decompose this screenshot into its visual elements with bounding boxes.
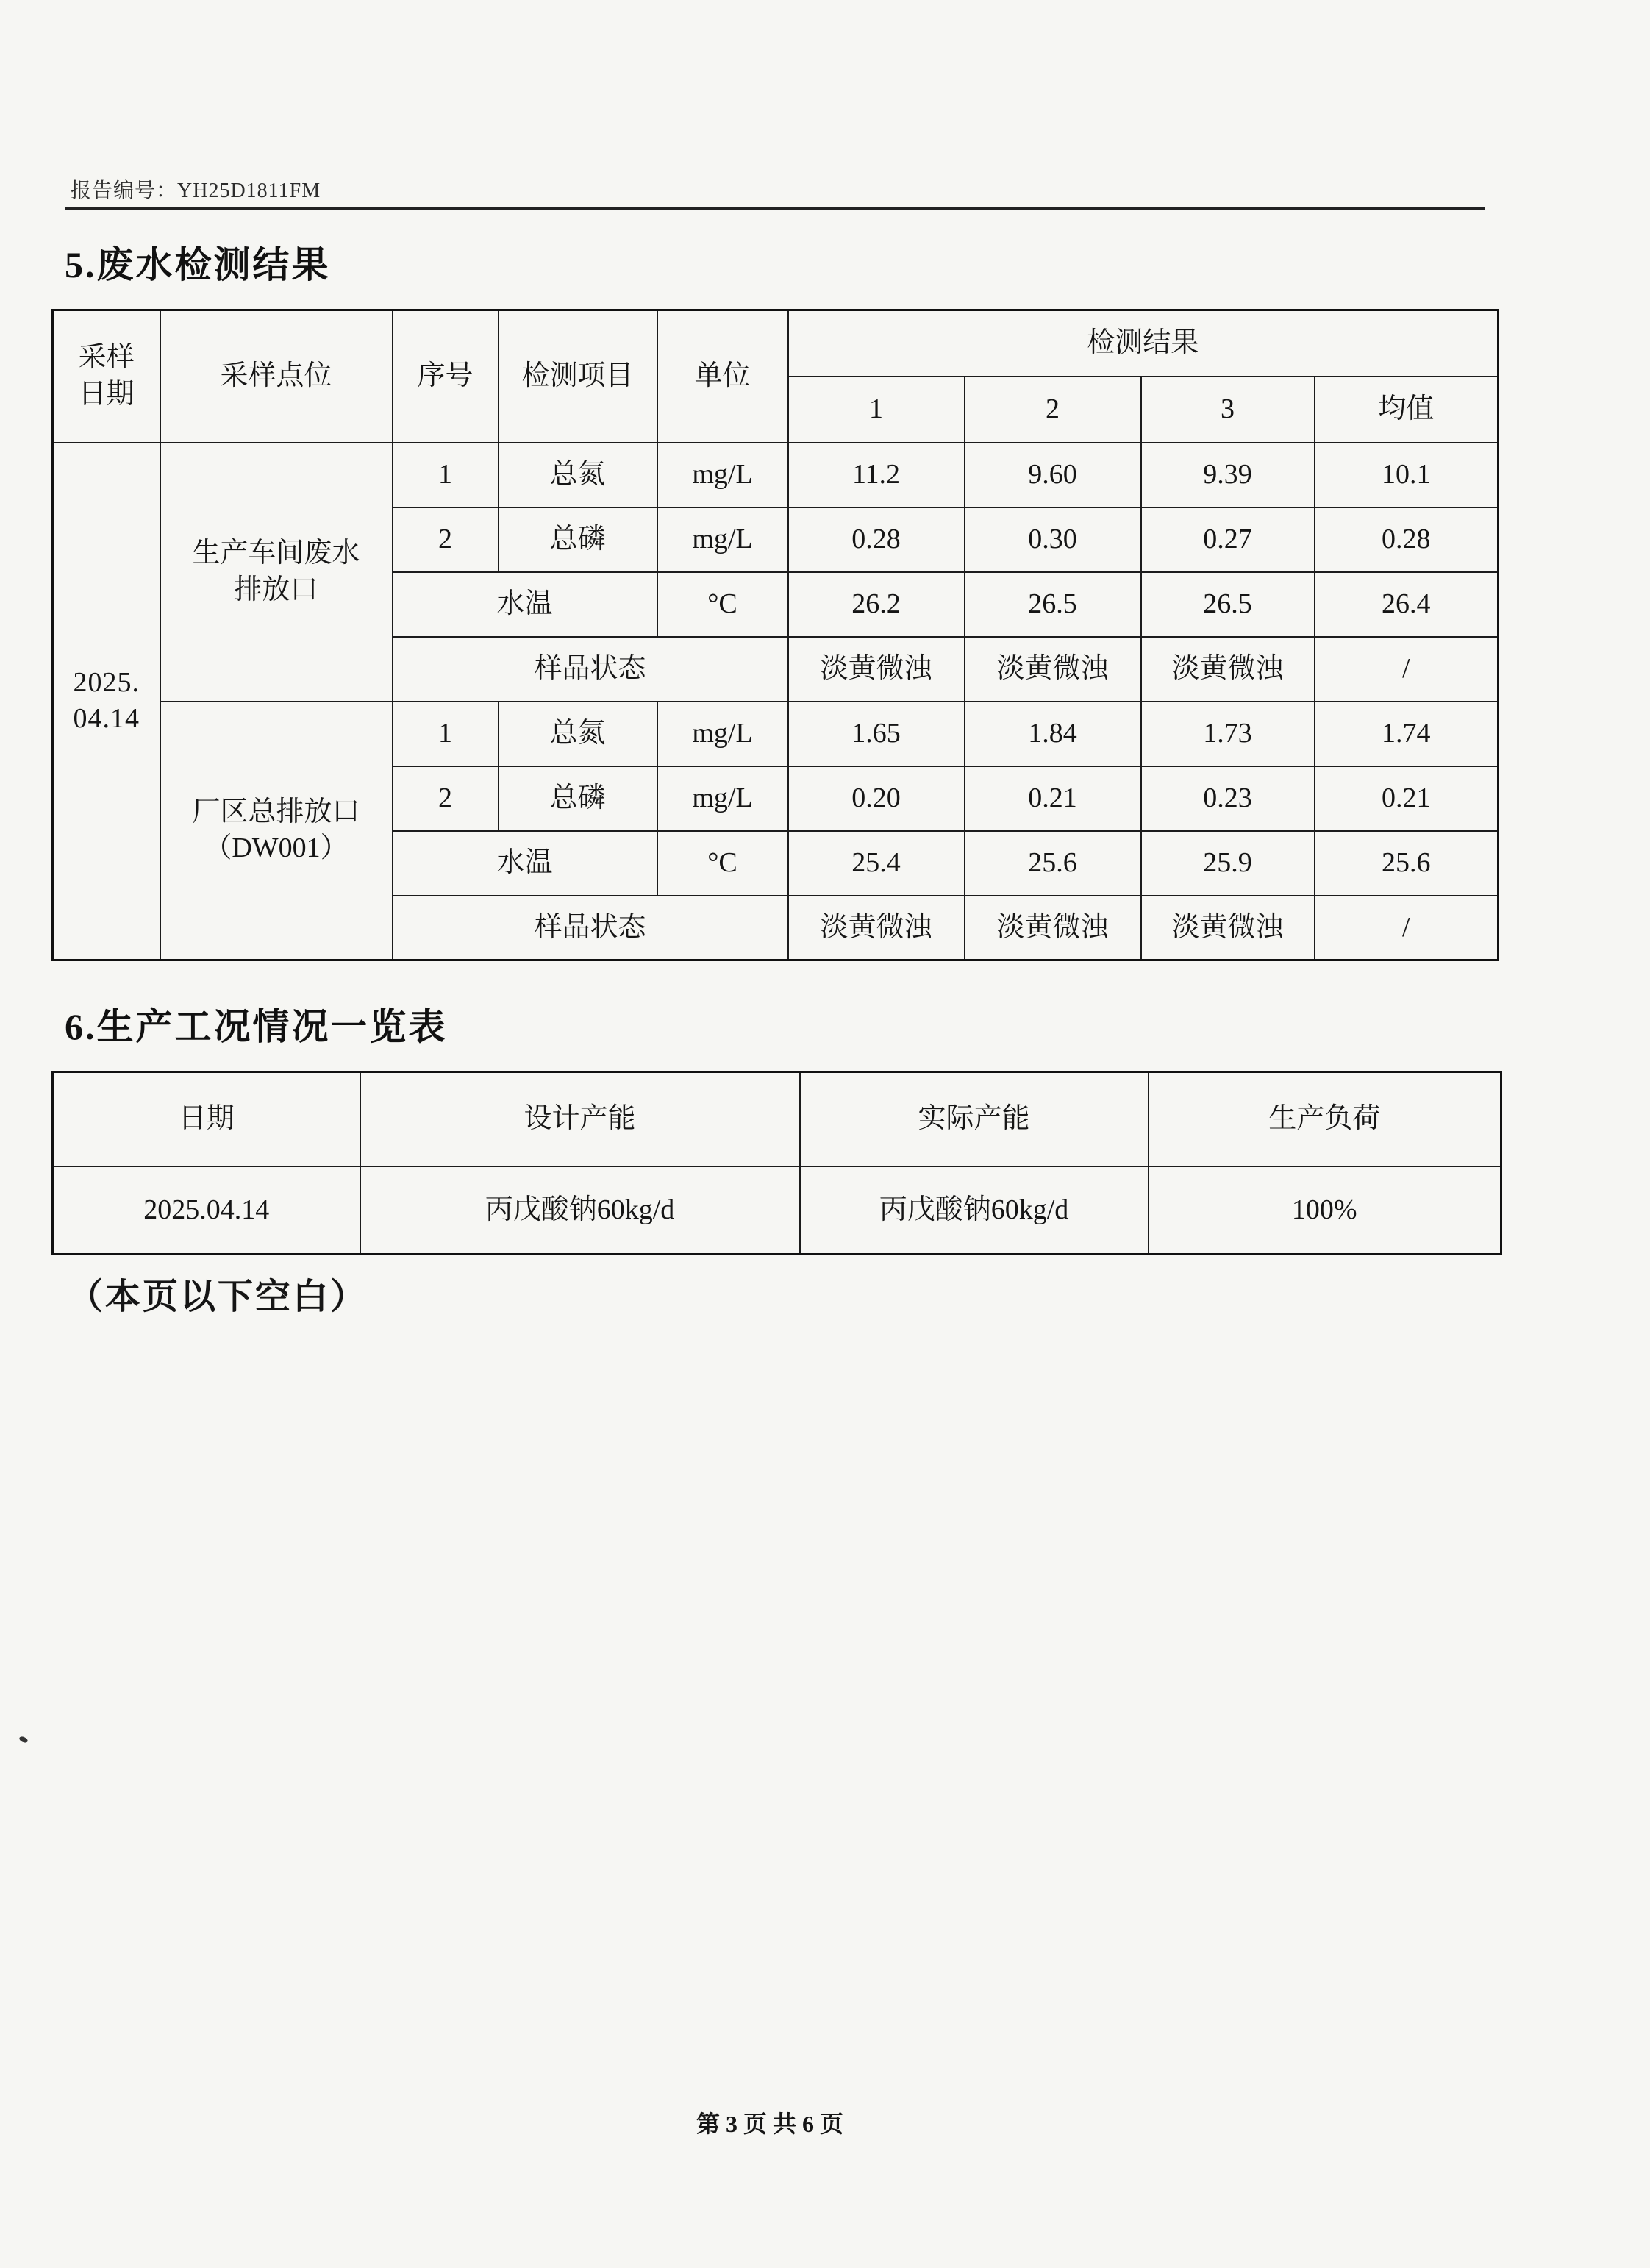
header-unit: 单位 — [657, 310, 788, 443]
value-cell: 0.21 — [965, 766, 1141, 831]
value-cell: 0.28 — [788, 507, 965, 572]
value-cell: 淡黄微浊 — [1141, 637, 1315, 702]
seq-cell: 2 — [393, 766, 499, 831]
item-cell: 总磷 — [499, 507, 657, 572]
sampling-point-cell — [160, 443, 393, 702]
seq-cell: 1 — [393, 702, 499, 766]
header-sampling-date — [53, 310, 160, 443]
average-cell: 10.1 — [1315, 443, 1499, 507]
sampling-point-line2: 排放口 — [234, 574, 318, 605]
header-results: 检测结果 — [788, 310, 1499, 377]
header-production-load: 生产负荷 — [1149, 1072, 1501, 1166]
value-cell: 25.9 — [1141, 831, 1315, 896]
header-sampling-date-line1: 采样 — [78, 342, 135, 374]
value-cell: 0.30 — [965, 507, 1141, 572]
seq-cell: 1 — [393, 443, 499, 507]
header-sampling-date-line2: 日期 — [78, 378, 135, 410]
date-cell: 2025.04.14 — [53, 1166, 360, 1255]
sample-state-label: 样品状态 — [393, 637, 788, 702]
value-cell: 26.5 — [1141, 572, 1315, 637]
sampling-date-cell — [53, 443, 160, 960]
header-result-average: 均值 — [1315, 377, 1499, 443]
water-temp-label: 水温 — [393, 572, 657, 637]
value-cell: 淡黄微浊 — [788, 637, 965, 702]
value-cell: 0.23 — [1141, 766, 1315, 831]
header-actual-capacity: 实际产能 — [800, 1072, 1149, 1166]
average-cell: 26.4 — [1315, 572, 1499, 637]
value-cell: 11.2 — [788, 443, 965, 507]
value-cell: 淡黄微浊 — [965, 896, 1141, 960]
value-cell: 0.20 — [788, 766, 965, 831]
wastewater-results-table — [51, 309, 1499, 961]
sampling-date-line2: 04.14 — [73, 703, 140, 735]
header-seq: 序号 — [393, 310, 499, 443]
sampling-point-line2: （DW001） — [204, 832, 349, 864]
value-cell: 25.4 — [788, 831, 965, 896]
value-cell: 9.60 — [965, 443, 1141, 507]
table-row — [53, 1166, 1501, 1255]
actual-capacity-cell: 丙戊酸钠60kg/d — [800, 1166, 1149, 1255]
value-cell: 26.2 — [788, 572, 965, 637]
value-cell: 25.6 — [965, 831, 1141, 896]
sampling-point-line1: 厂区总排放口 — [192, 796, 360, 827]
header-result-1: 1 — [788, 377, 965, 443]
value-cell: 9.39 — [1141, 443, 1315, 507]
sampling-date-line1: 2025. — [73, 666, 140, 698]
section-6-title: 6.生产工况情况一览表 — [65, 1006, 448, 1047]
value-cell: 淡黄微浊 — [788, 896, 965, 960]
table-row — [53, 443, 1499, 507]
value-cell: 0.27 — [1141, 507, 1315, 572]
sampling-point-line1: 生产车间废水 — [192, 538, 360, 569]
header-result-2: 2 — [965, 377, 1141, 443]
unit-cell: mg/L — [657, 443, 788, 507]
value-cell: 26.5 — [965, 572, 1141, 637]
header-design-capacity: 设计产能 — [360, 1072, 800, 1166]
scan-speck — [18, 1736, 29, 1744]
header-sampling-point: 采样点位 — [160, 310, 393, 443]
section-5-title: 5.废水检测结果 — [65, 244, 331, 285]
production-load-cell: 100% — [1149, 1166, 1501, 1255]
unit-cell: °C — [657, 831, 788, 896]
unit-cell: mg/L — [657, 702, 788, 766]
header-rule — [65, 207, 1485, 210]
report-number: 报告编号：YH25D1811FM — [71, 179, 321, 202]
item-cell: 总氮 — [499, 702, 657, 766]
item-cell: 总磷 — [499, 766, 657, 831]
average-cell: / — [1315, 896, 1499, 960]
sampling-point-cell — [160, 702, 393, 960]
seq-cell: 2 — [393, 507, 499, 572]
table-header-row — [53, 1072, 1501, 1166]
average-cell: / — [1315, 637, 1499, 702]
value-cell: 1.73 — [1141, 702, 1315, 766]
item-cell: 总氮 — [499, 443, 657, 507]
sample-state-label: 样品状态 — [393, 896, 788, 960]
average-cell: 0.28 — [1315, 507, 1499, 572]
table-row — [53, 702, 1499, 766]
page-footer: 第 3 页 共 6 页 — [696, 2111, 843, 2137]
table-header-row — [53, 310, 1499, 377]
header-result-3: 3 — [1141, 377, 1315, 443]
production-status-table — [51, 1071, 1502, 1255]
header-date: 日期 — [53, 1072, 360, 1166]
value-cell: 1.84 — [965, 702, 1141, 766]
water-temp-label: 水温 — [393, 831, 657, 896]
average-cell: 25.6 — [1315, 831, 1499, 896]
average-cell: 1.74 — [1315, 702, 1499, 766]
unit-cell: mg/L — [657, 507, 788, 572]
blank-page-note: （本页以下空白） — [68, 1277, 368, 1316]
header-item: 检测项目 — [499, 310, 657, 443]
unit-cell: °C — [657, 572, 788, 637]
value-cell: 淡黄微浊 — [1141, 896, 1315, 960]
average-cell: 0.21 — [1315, 766, 1499, 831]
value-cell: 淡黄微浊 — [965, 637, 1141, 702]
value-cell: 1.65 — [788, 702, 965, 766]
unit-cell: mg/L — [657, 766, 788, 831]
design-capacity-cell: 丙戊酸钠60kg/d — [360, 1166, 800, 1255]
